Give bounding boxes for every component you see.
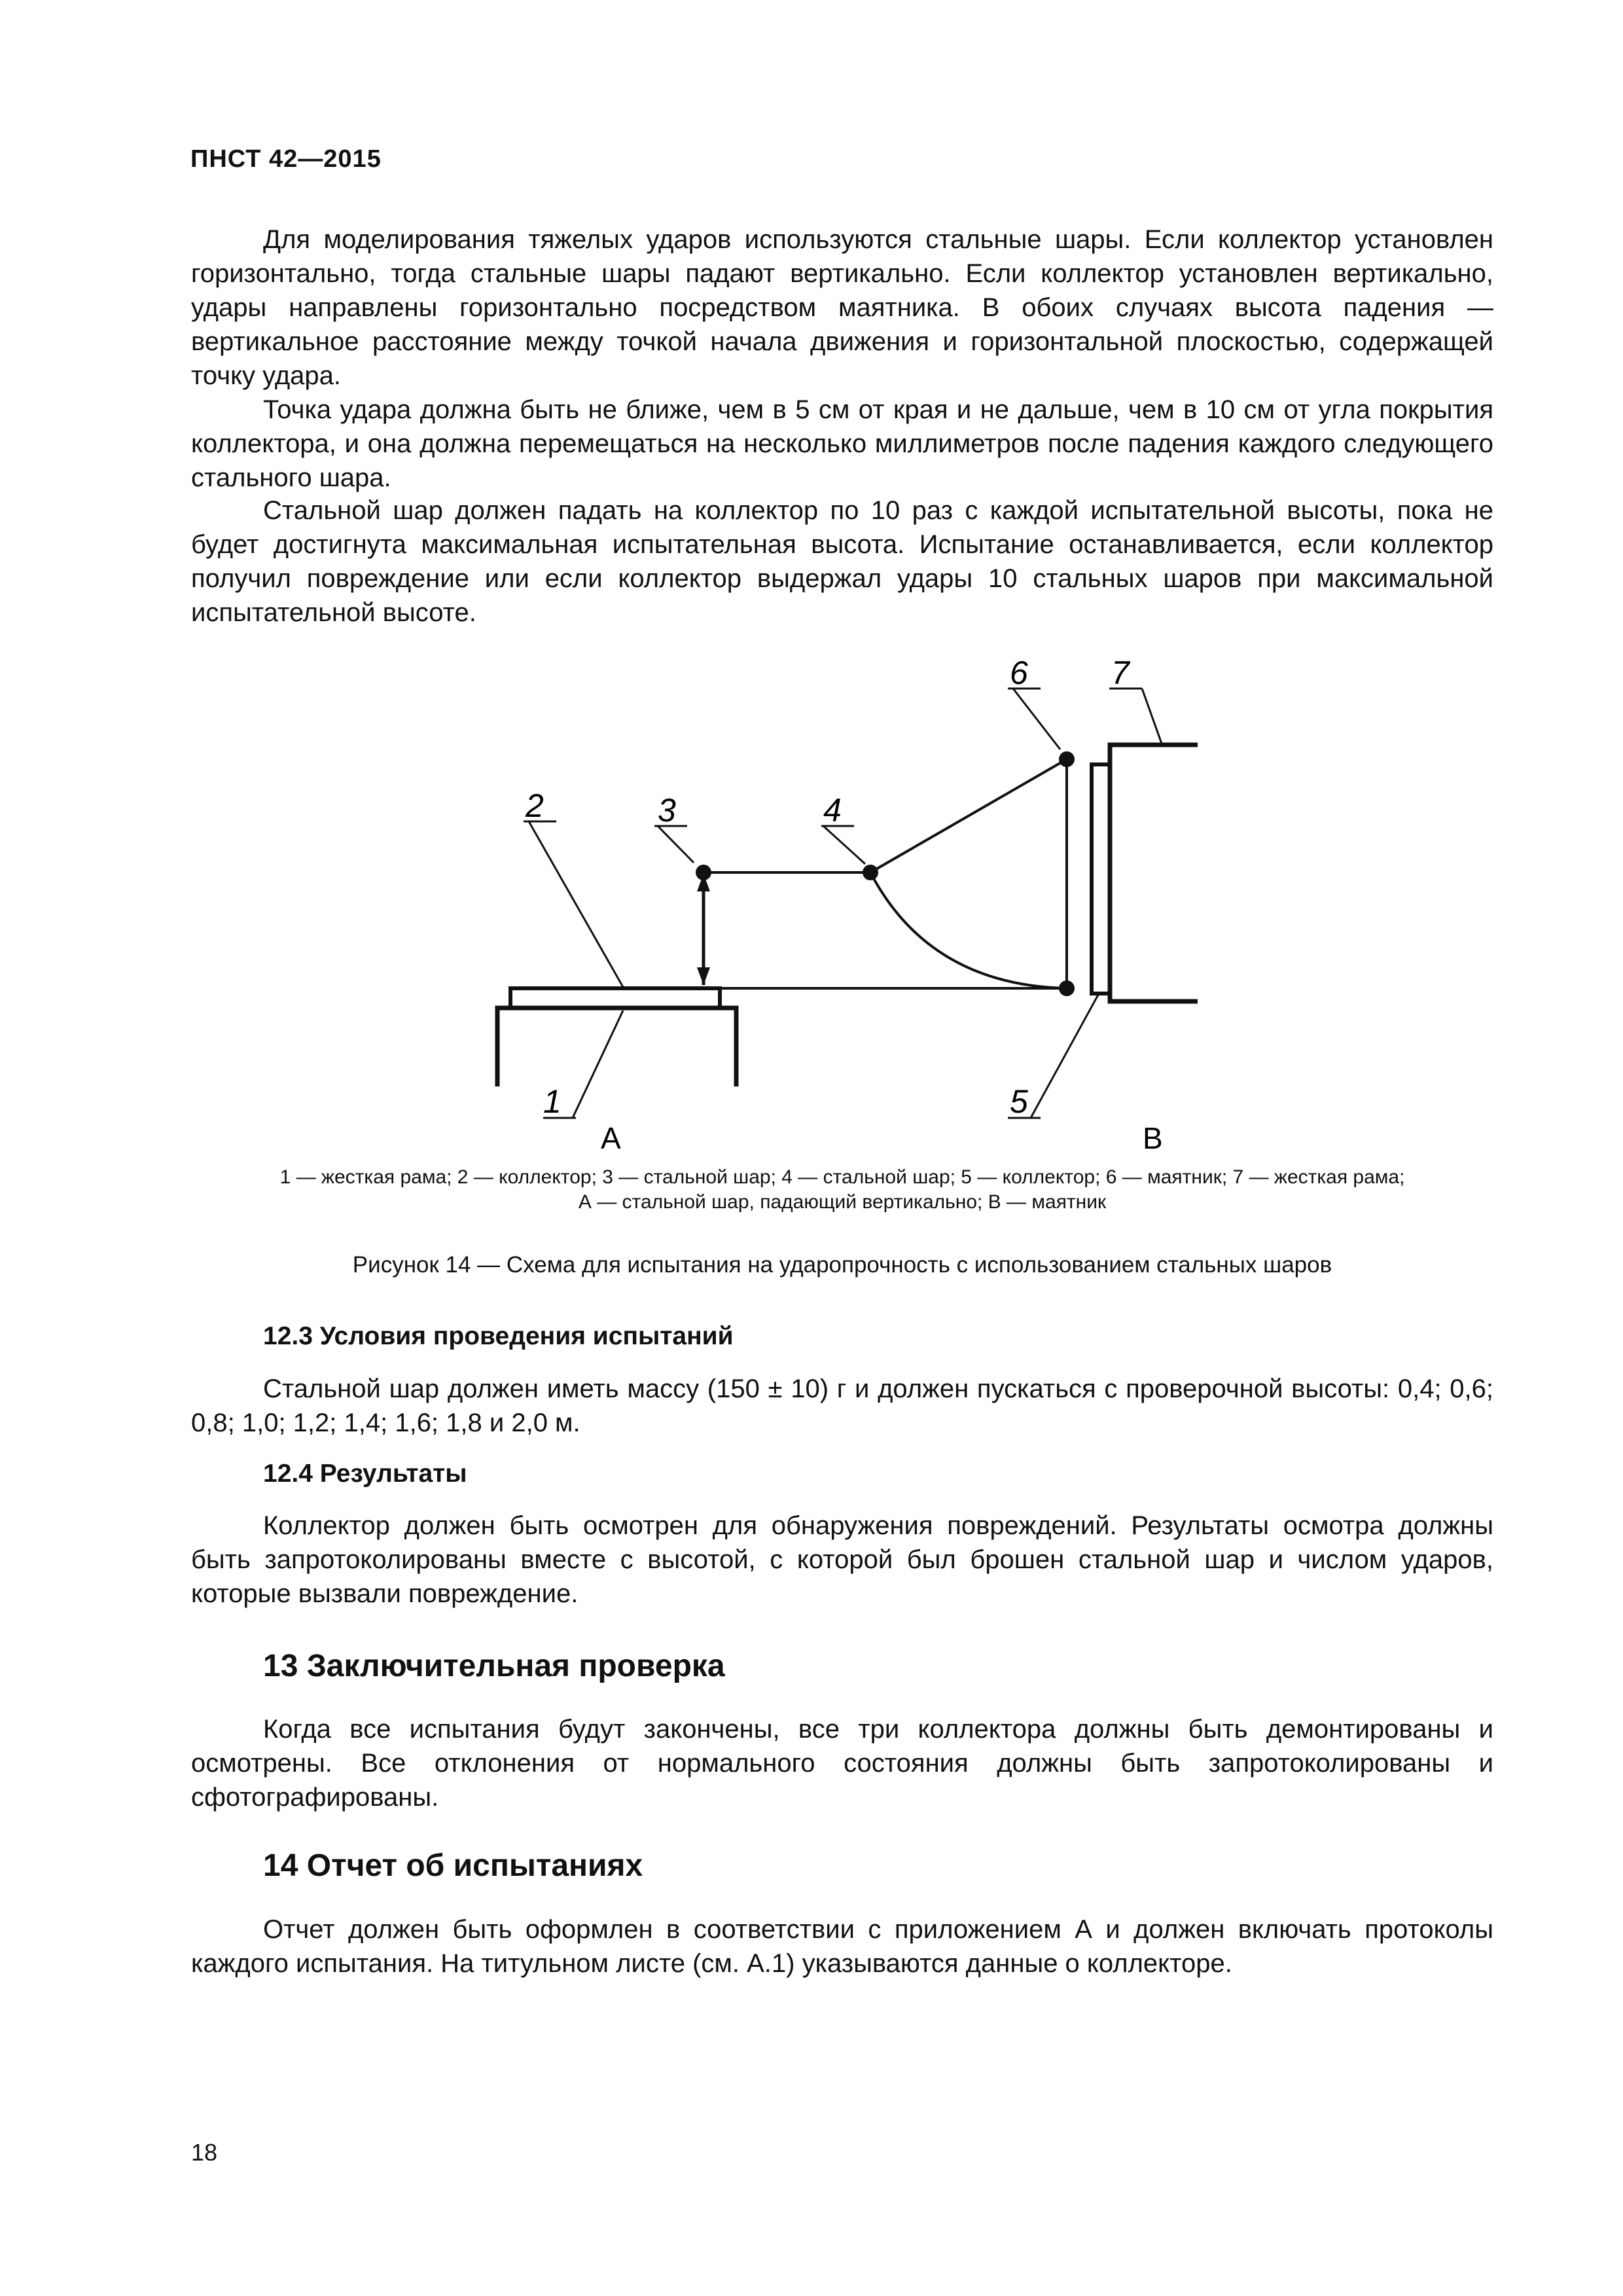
pendulum-pivot <box>1059 751 1075 767</box>
side-label-a: А <box>601 1121 621 1155</box>
paragraph-12-4: Коллектор должен быть осмотрен для обнаружения повреждений. Результаты осмотра должны быть запротоколированы вместе с высотой, с которой был брошен стальной шар и числом ударов, которые вызвали повреждение. <box>191 1511 1493 1608</box>
impact-point <box>1059 980 1075 996</box>
collector-b <box>1092 764 1110 994</box>
paragraph-12-3: Стальной шар должен иметь массу (150 ± 10) г и должен пускаться с проверочной высоты: 0,4; 0,6; 0,8; 1,0; 1,2; 1,4; 1,6; 1,8 и 2,0 м. <box>191 1374 1493 1437</box>
legend-line-1: 1 — жесткая рама; 2 — коллектор; 3 — стальной шар; 4 — стальной шар; 5 — коллектор; 6 — маятник; 7 — жесткая рама; <box>279 1166 1405 1188</box>
steel-ball-3 <box>696 865 711 880</box>
label-2: 2 <box>526 787 544 824</box>
figure-legend <box>191 1165 1493 1215</box>
label-7: 7 <box>1111 655 1130 691</box>
side-label-b: В <box>1143 1121 1163 1155</box>
heading-12-3: 12.3 Условия проведения испытаний <box>263 1322 734 1350</box>
paragraph-13: Когда все испытания будут закончены, все три коллектора должны быть демонтированы и осмотрены. Все отклонения от нормального состояния должны быть запротоколированы и сфотографированы. <box>191 1715 1493 1812</box>
figure-caption: Рисунок 14 — Схема для испытания на ударопрочность с использованием стальных шаров <box>352 1252 1332 1278</box>
label-1: 1 <box>543 1083 562 1120</box>
label-5: 5 <box>1010 1083 1028 1120</box>
heading-13: 13 Заключительная проверка <box>263 1649 725 1683</box>
paragraph-drop-procedure: Стальной шар должен падать на коллектор по 10 раз с каждой испытательной высоты, пока не будет достигнута максимальная испытательная высота. Испытание останавливается, если коллектор получил повреждение или если коллектор выдержал удары 10 стальных шаров при максимальной испытательной высоте. <box>191 496 1493 627</box>
pendulum-arc <box>870 872 1067 988</box>
figure-14-diagram <box>458 641 1230 1178</box>
paragraph-impact-point: Точка удара должна быть не ближе, чем в 5 см от края и не дальше, чем в 10 см от угла покрытия коллектора, и она должна перемещаться на несколько миллиметров после падения каждого следующего стального шара. <box>191 395 1493 492</box>
rigid-frame-b <box>1110 745 1198 1001</box>
steel-ball-4 <box>863 865 878 880</box>
paragraph-14: Отчет должен быть оформлен в соответствии с приложением А и должен включать протоколы каждого испытания. На титульном листе (см. А.1) указываются данные о коллекторе. <box>191 1915 1493 1978</box>
pendulum-string <box>870 759 1067 872</box>
label-3: 3 <box>658 792 676 829</box>
collector-a <box>510 988 720 1008</box>
page-number: 18 <box>191 2139 218 2166</box>
legend-line-2: А — стальной шар, падающий вертикально; В — маятник <box>578 1191 1107 1213</box>
label-4: 4 <box>823 792 842 829</box>
document-code: ПНСТ 42—2015 <box>190 145 382 173</box>
arrow-head-down <box>697 967 710 985</box>
label-6: 6 <box>1010 655 1028 691</box>
paragraph-heavy-impacts: Для моделирования тяжелых ударов используются стальные шары. Если коллектор установлен горизонтально, тогда стальные шары падают вертикально. Если коллектор установлен вертикально, удары направлены горизонтально посредством маятника. В обоих случаях высота падения — вертикальное расстояние между точкой начала движения и горизонтальной плоскостью, содержащей точку удара. <box>191 225 1493 390</box>
heading-12-4: 12.4 Результаты <box>263 1460 467 1488</box>
rigid-frame-a <box>497 1008 736 1086</box>
heading-14: 14 Отчет об испытаниях <box>263 1848 643 1883</box>
